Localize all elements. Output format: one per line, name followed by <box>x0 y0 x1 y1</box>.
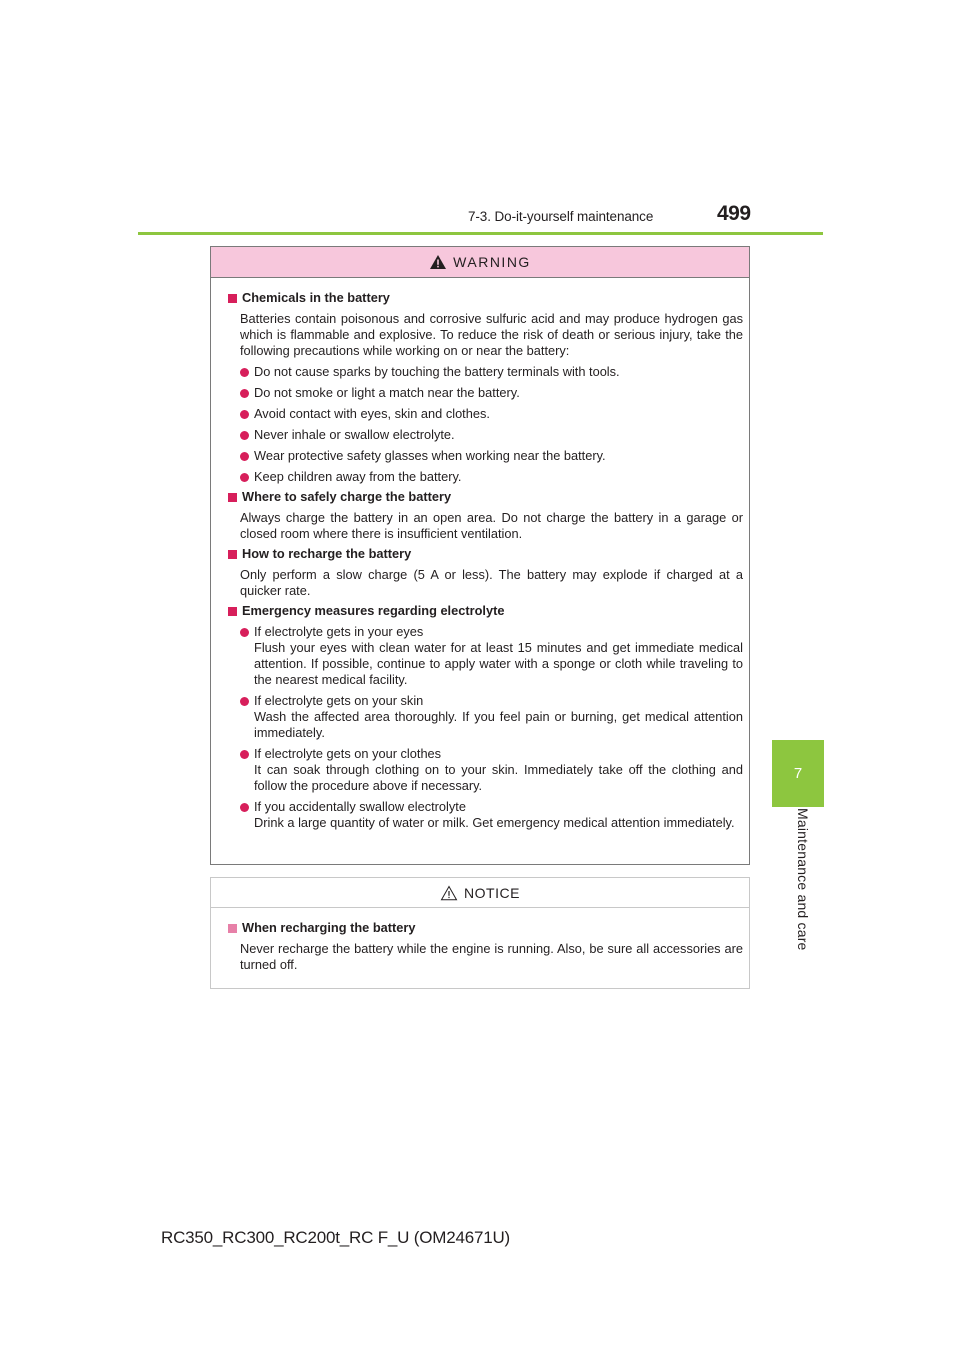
section-heading: How to recharge the battery <box>242 546 412 561</box>
warning-box <box>210 246 750 865</box>
model-code-footer: RC350_RC300_RC200t_RC F_U (OM24671U) <box>161 1228 511 1247</box>
bullet-item <box>240 693 743 741</box>
square-bullet-icon <box>228 294 237 303</box>
section-text: Never recharge the battery while the engine is running. Also, be sure all accessories are turned off. <box>240 941 743 972</box>
round-bullet-icon <box>240 368 249 377</box>
section-heading: Emergency measures regarding electrolyte <box>242 603 505 618</box>
round-bullet-icon <box>240 431 249 440</box>
bullet-item: Do not cause sparks by touching the battery terminals with tools. <box>240 364 743 380</box>
warning-triangle-icon <box>429 254 447 270</box>
square-bullet-icon <box>228 607 237 616</box>
notice-section <box>228 920 743 973</box>
section-title: 7-3. Do-it-yourself maintenance <box>468 209 654 224</box>
section-text: Only perform a slow charge (5 A or less). The battery may explode if charged at a quicker rate. <box>240 567 743 598</box>
round-bullet-icon <box>240 628 249 637</box>
warning-section <box>228 546 743 599</box>
bullet-item: Avoid contact with eyes, skin and clothes. <box>240 406 743 422</box>
round-bullet-icon <box>240 473 249 482</box>
notice-title: NOTICE <box>464 884 520 901</box>
notice-header <box>211 878 749 908</box>
round-bullet-icon <box>240 389 249 398</box>
round-bullet-icon <box>240 697 249 706</box>
round-bullet-icon <box>240 803 249 812</box>
bullet-title: If electrolyte gets on your skin <box>254 693 424 708</box>
square-bullet-icon <box>228 550 237 559</box>
bullet-item <box>240 746 743 794</box>
bullet-item <box>240 799 743 831</box>
bullet-item: Keep children away from the battery. <box>240 469 743 485</box>
section-text: Batteries contain poisonous and corrosive sulfuric acid and may produce hydrogen gas which is flammable and explosive. To reduce the risk of death or serious injury, take the following precautions while working on or near the battery: <box>240 311 743 358</box>
section-heading: Chemicals in the battery <box>242 290 390 305</box>
chapter-tab-number: 7 <box>793 765 803 782</box>
warning-header <box>211 247 749 278</box>
warning-body <box>211 278 749 831</box>
bullet-item: Do not smoke or light a match near the battery. <box>240 385 743 401</box>
caution-triangle-icon <box>440 885 458 901</box>
bullet-text: Wash the affected area thoroughly. If you feel pain or burning, get medical attention immediately. <box>254 709 743 740</box>
bullet-title: If electrolyte gets in your eyes <box>254 624 424 639</box>
bullet-title: If you accidentally swallow electrolyte <box>254 799 466 814</box>
notice-box <box>210 877 750 989</box>
round-bullet-icon <box>240 410 249 419</box>
round-bullet-icon <box>240 452 249 461</box>
warning-section <box>228 603 743 831</box>
page-number: 499 <box>717 202 751 225</box>
warning-title: WARNING <box>453 254 531 270</box>
bullet-item: Wear protective safety glasses when working near the battery. <box>240 448 743 464</box>
warning-section <box>228 290 743 485</box>
chapter-side-label: Maintenance and care <box>795 808 811 951</box>
bullet-text: Drink a large quantity of water or milk. Get emergency medical attention immediately. <box>254 815 735 830</box>
bullet-title: If electrolyte gets on your clothes <box>254 746 442 761</box>
notice-body <box>211 908 749 973</box>
square-bullet-icon <box>228 924 237 933</box>
header-rule <box>138 232 823 235</box>
chapter-tab <box>772 740 824 807</box>
section-heading: Where to safely charge the battery <box>242 489 452 504</box>
square-bullet-icon <box>228 493 237 502</box>
section-text: Always charge the battery in an open area. Do not charge the battery in a garage or closed room where there is insufficient ventilation. <box>240 510 743 541</box>
bullet-item: Never inhale or swallow electrolyte. <box>240 427 743 443</box>
round-bullet-icon <box>240 750 249 759</box>
bullet-text: It can soak through clothing on to your skin. Immediately take off the clothing and follow the procedure above if necessary. <box>254 762 743 793</box>
bullet-item <box>240 624 743 688</box>
warning-section <box>228 489 743 542</box>
bullet-text: Flush your eyes with clean water for at least 15 minutes and get immediate medical attention. If possible, continue to apply water with a sponge or cloth while traveling to the nearest medical facility. <box>254 640 743 687</box>
section-heading: When recharging the battery <box>242 920 416 935</box>
